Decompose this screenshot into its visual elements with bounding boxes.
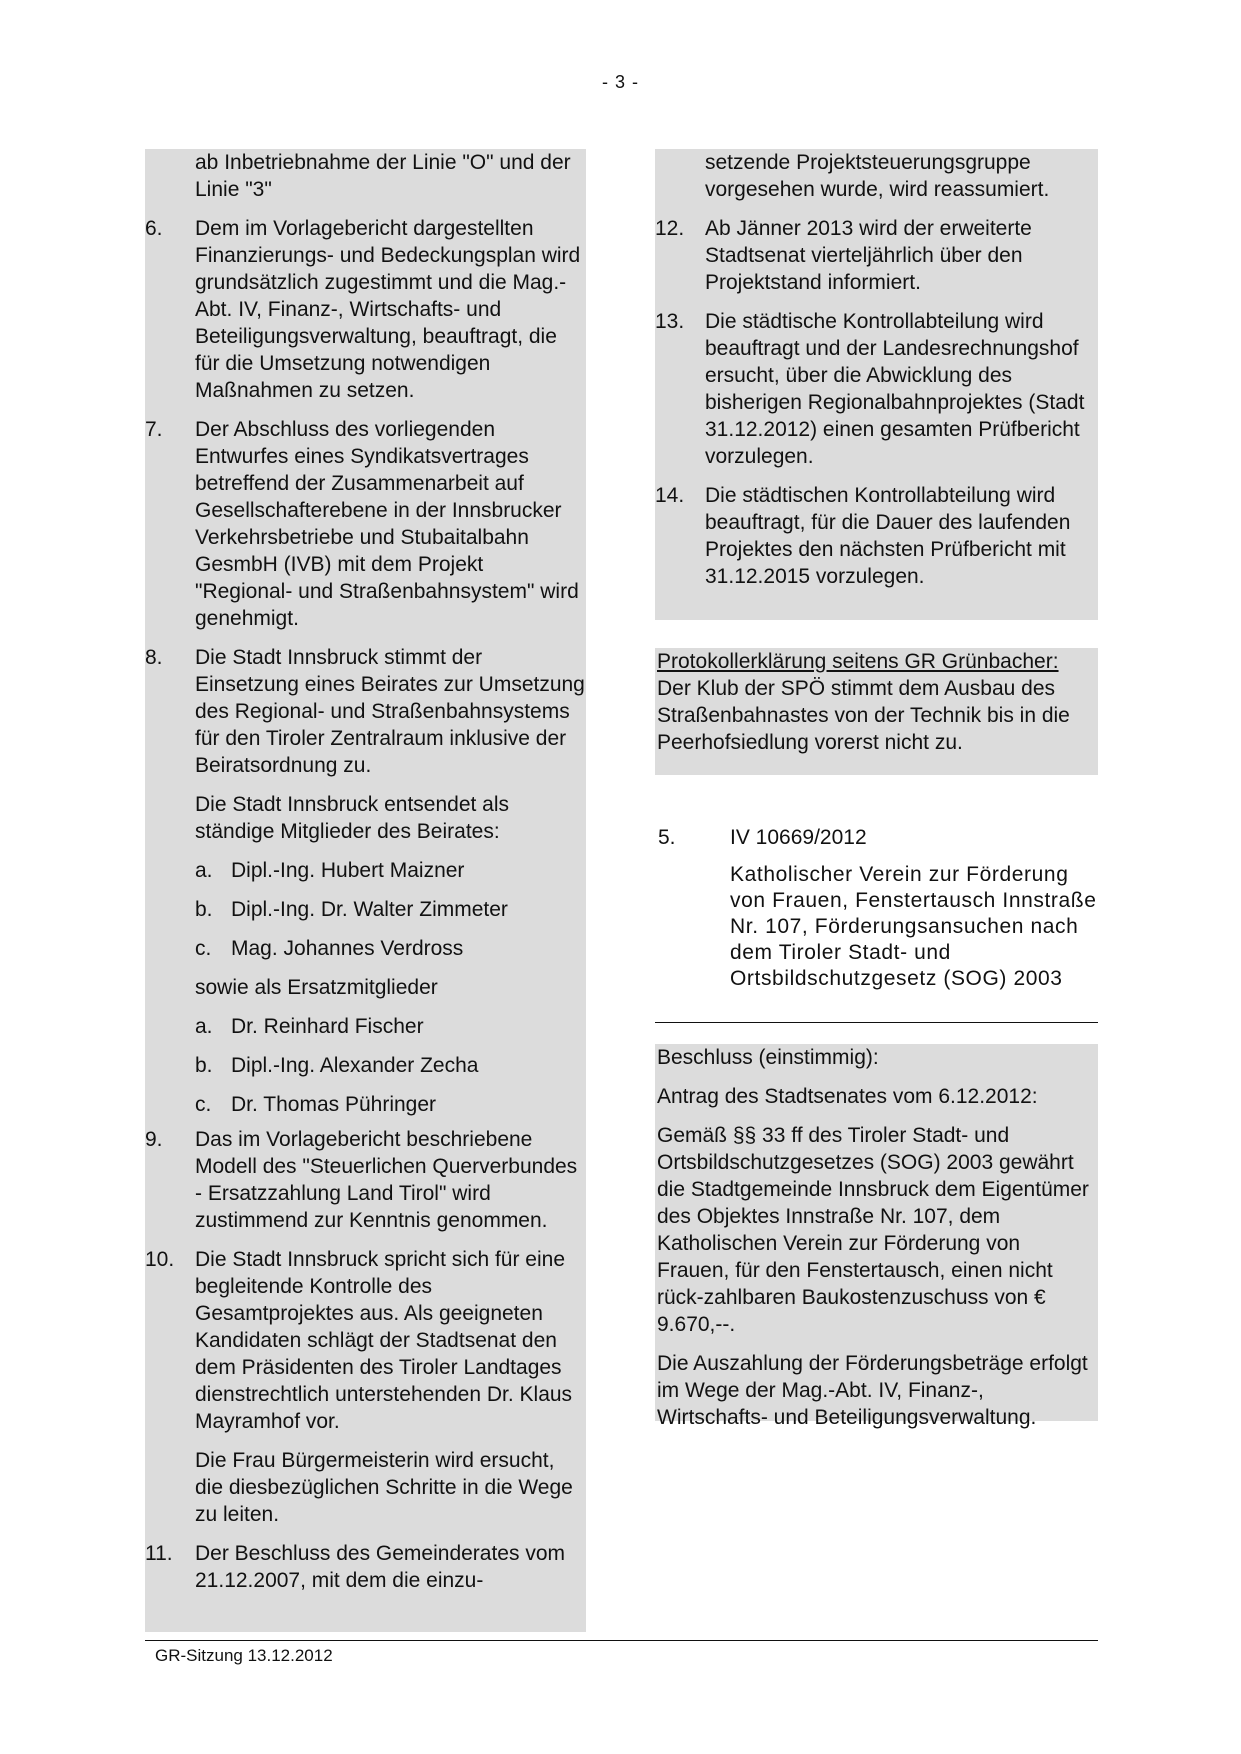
decision-body: Gemäß §§ 33 ff des Tiroler Stadt- und Ortsbildschutzgesetzes (SOG) 2003 gewährt die Stadtgemeinde Innsbruck dem Eigentümer des Objektes Innstraße Nr. 107, dem Katholischen Verein zur Förderung von Frauen, für den Fenstertausch, einen nicht rück-zahlbaren Baukostenzuschuss von € 9.670,--. [657,1124,1089,1336]
member-entry [145,896,586,923]
protocol-text: Der Klub der SPÖ stimmt dem Ausbau des Straßenbahnastes von der Technik bis in die Peerhofsiedlung vorerst nicht zu. [657,677,1070,754]
item-number: 6. [145,217,163,240]
agenda-title: Katholischer Verein zur Förderung von Frauen, Fenstertausch Innstraße Nr. 107, Förderungsansuchen nach dem Tiroler Stadt- und Ortsbildschutzgesetz (SOG) 2003 [730,863,1097,990]
decision-motion: Antrag des Stadtsenates vom 6.12.2012: [657,1085,1038,1108]
resolution-item-10 [145,1246,586,1435]
resolution-item-14 [655,482,1098,590]
members-intro: Die Stadt Innsbruck entsendet als ständige Mitglieder des Beirates: [195,793,510,843]
decision-label: Beschluss (einstimmig): [657,1046,879,1069]
item-11-continuation: setzende Projektsteuerungsgruppe vorgesehen wurde, wird reassumiert. [705,151,1050,201]
substitute-name: Dipl.-Ing. Alexander Zecha [231,1054,479,1077]
member-name: Dipl.-Ing. Hubert Maizner [231,859,465,882]
resolution-item-6 [145,215,586,404]
substitute-entry [145,1091,586,1118]
member-name: Dipl.-Ing. Dr. Walter Zimmeter [231,898,508,921]
item-text: Ab Jänner 2013 wird der erweiterte Stadtsenat vierteljährlich über den Projektstand informiert. [705,217,1032,294]
item-text: Die städtischen Kontrollabteilung wird beauftragt, für die Dauer des laufenden Projektes den nächsten Prüfbericht mit 31.12.2015 vorzulegen. [705,484,1071,588]
resolution-item-12 [655,215,1098,296]
page-number: - 3 - [601,72,639,92]
item-text: Das im Vorlagebericht beschriebene Modell des "Steuerlichen Querverbundes - Ersatzzahlung Land Tirol" wird zustimmend zur Kenntnis genommen. [195,1128,578,1232]
item-number: 14. [655,484,685,507]
member-name: Mag. Johannes Verdross [231,937,464,960]
substitute-name: Dr. Thomas Pühringer [231,1093,437,1116]
intro-continuation: ab Inbetriebnahme der Linie "O" und der Linie "3" [195,151,571,201]
resolution-item-7 [145,416,586,632]
substitute-letter: b. [195,1054,213,1077]
item-text: Der Abschluss des vorliegenden Entwurfes eines Syndikatsvertrages betreffend der Zusammenarbeit auf Gesellschafterebene in der Innsbrucker Verkehrsbetriebe und Stubaitalbahn GesmbH (IVB) mit dem Projekt "Regional- und Straßenbahnsystem" wird genehmigt. [195,418,579,630]
item-number: 8. [145,646,163,669]
protocol-heading: Protokollerklärung seitens GR Grünbacher: [657,650,1059,673]
protocol-statement [655,648,1094,756]
member-letter: c. [195,937,212,960]
decision-payout: Die Auszahlung der Förderungsbeträge erfolgt im Wege der Mag.-Abt. IV, Finanz-, Wirtschafts- und Beteiligungsverwaltung. [657,1352,1088,1429]
item-10-followup: Die Frau Bürgermeisterin wird ersucht, die diesbezüglichen Schritte in die Wege zu leiten. [195,1449,573,1526]
resolution-item-11 [145,1540,586,1594]
item-number: 10. [145,1248,175,1271]
resolution-item-13 [655,308,1098,470]
agenda-divider [655,1022,1098,1023]
item-text: Der Beschluss des Gemeinderates vom 21.12.2007, mit dem die einzu- [195,1542,565,1592]
footer-divider [145,1640,1098,1641]
substitute-entry [145,1013,586,1040]
footer-session-date: GR-Sitzung 13.12.2012 [155,1646,333,1665]
resolution-item-8 [145,644,586,779]
item-text: Dem im Vorlagebericht dargestellten Finanzierungs- und Bedeckungsplan wird grundsätzlich zugestimmt und die Mag.-Abt. IV, Finanz-, Wirtschafts- und Beteiligungsverwaltung, beauftragt, die für die Umsetzung notwendigen Maßnahmen zu setzen. [195,217,581,402]
agenda-code: IV 10669/2012 [730,826,867,849]
item-number: 13. [655,310,685,333]
member-entry [145,857,586,884]
substitute-letter: c. [195,1093,212,1116]
decision-block [655,1044,1098,1429]
member-letter: b. [195,898,213,921]
column-gap [655,620,1098,648]
agenda-number: 5. [658,826,676,849]
item-text: Die Stadt Innsbruck spricht sich für eine begleitende Kontrolle des Gesamtprojektes aus. Als geeigneten Kandidaten schlägt der Stadtsenat den dem Präsidenten des Tiroler Landtages dienstrechtlich unterstehenden Dr. Klaus Mayramhof vor. [195,1248,573,1433]
resolution-item-9 [145,1126,586,1234]
left-column [145,149,586,1632]
member-entry [145,935,586,962]
item-text: Die Stadt Innsbruck stimmt der Einsetzung eines Beirates zur Umsetzung des Regional- und Straßenbahnsystems für den Tiroler Zentralraum inklusive der Beiratsordnung zu. [195,646,585,777]
item-number: 9. [145,1128,163,1151]
substitute-entry [145,1052,586,1079]
substitute-name: Dr. Reinhard Fischer [231,1015,424,1038]
substitutes-intro: sowie als Ersatzmitglieder [195,976,438,999]
item-number: 11. [145,1542,173,1565]
item-number: 12. [655,217,685,240]
item-number: 7. [145,418,163,441]
item-text: Die städtische Kontrollabteilung wird beauftragt und der Landesrechnungshof ersucht, über die Abwicklung des bisherigen Regionalbahnprojektes (Stadt 31.12.2012) einen gesamten Prüfbericht vorzulegen. [705,310,1085,468]
member-letter: a. [195,859,213,882]
substitute-letter: a. [195,1015,213,1038]
